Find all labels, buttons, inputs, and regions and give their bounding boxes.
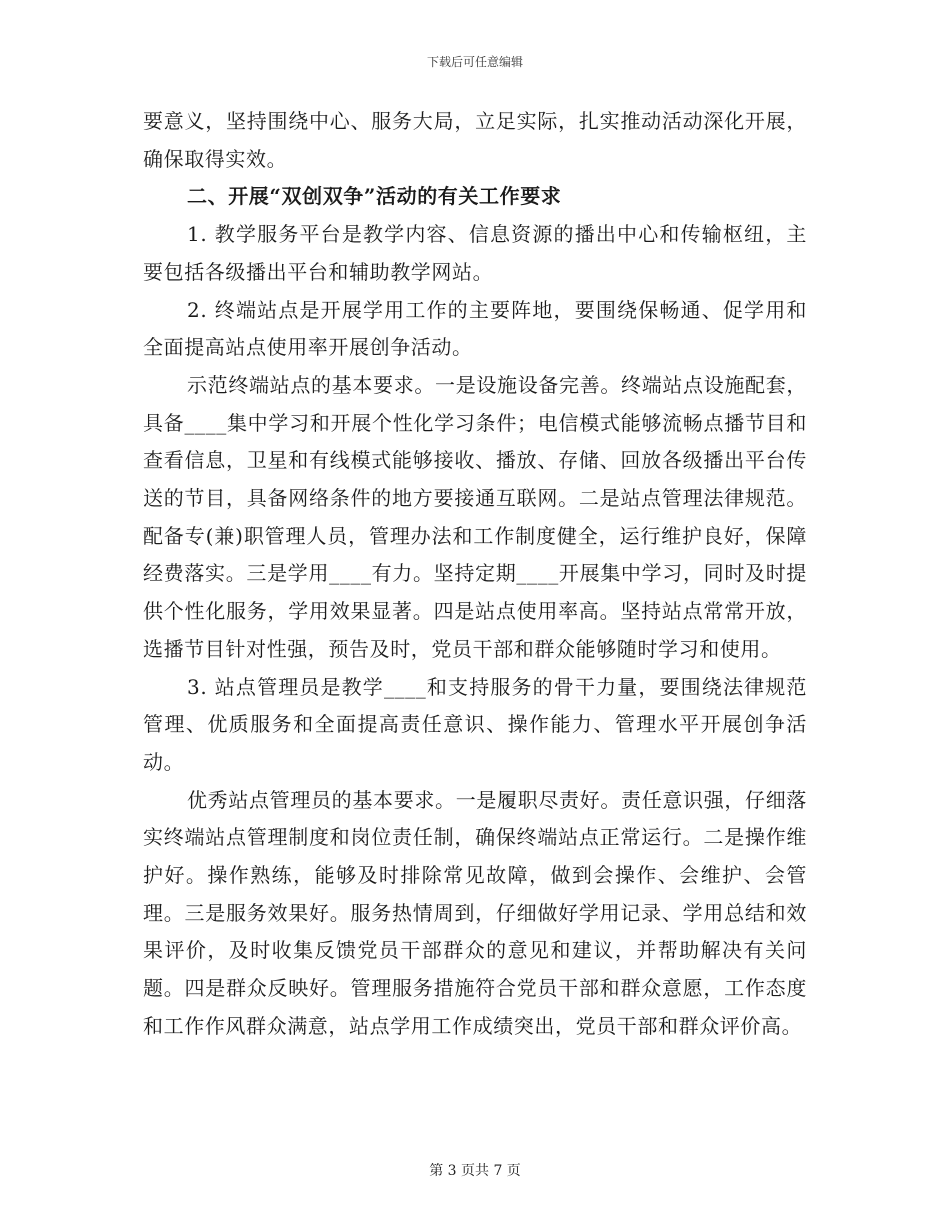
document-body	[143, 103, 807, 1046]
paragraph-manager-requirements: 优秀站点管理员的基本要求。一是履职尽责好。责任意识强，仔细落实终端站点管理制度和岗位责任制，确保终端站点正常运行。二是操作维护好。操作熟练，能够及时排除常见故障，做到会操作、会维护、会管理。三是服务效果好。服务热情周到，仔细做好学用记录、学用总结和效果评价，及时收集反馈党员干部群众的意见和建议，并帮助解决有关问题。四是群众反映好。管理服务措施符合党员干部和群众意愿，工作态度和工作作风群众满意，站点学用工作成绩突出，党员干部和群众评价高。	[143, 787, 807, 1038]
paragraph-continuation: 要意义，坚持围绕中心、服务大局，立足实际，扎实推动活动深化开展，确保取得实效。	[143, 109, 807, 171]
paragraph-station-requirements: 示范终端站点的基本要求。一是设施设备完善。终端站点设施配套，具备____集中学习和开展个性化学习条件；电信模式能够流畅点播节目和查看信息，卫星和有线模式能够接收、播放、存储、回放各级播出平台传送的节目，具备网络条件的地方要接通互联网。二是站点管理法律规范。配备专(兼)职管理人员，管理办法和工作制度健全，运行维护良好，保障经费落实。三是学用____有力。坚持定期____开展集中学习，同时及时提供个性化服务，学用效果显著。四是站点使用率高。坚持站点常常开放，选播节目针对性强，预告及时，党员干部和群众能够随时学习和使用。	[143, 372, 807, 661]
paragraph-item-2: 2. 终端站点是开展学用工作的主要阵地，要围绕保畅通、促学用和全面提高站点使用率开展创争活动。	[143, 297, 807, 360]
section-heading: 二、开展“双创双争”活动的有关工作要求	[187, 184, 562, 209]
page-header: 下载后可任意编辑	[426, 55, 523, 69]
page-footer: 第 3 页共 7 页	[429, 1163, 521, 1179]
paragraph-item-3: 3. 站点管理员是教学____和支持服务的骨干力量，要围绕法律规范管理、优质服务和全面提高责任意识、操作能力、管理水平开展创争活动。	[143, 674, 807, 774]
paragraph-item-1: 1. 教学服务平台是教学内容、信息资源的播出中心和传输枢纽，主要包括各级播出平台和辅助教学网站。	[143, 222, 807, 284]
